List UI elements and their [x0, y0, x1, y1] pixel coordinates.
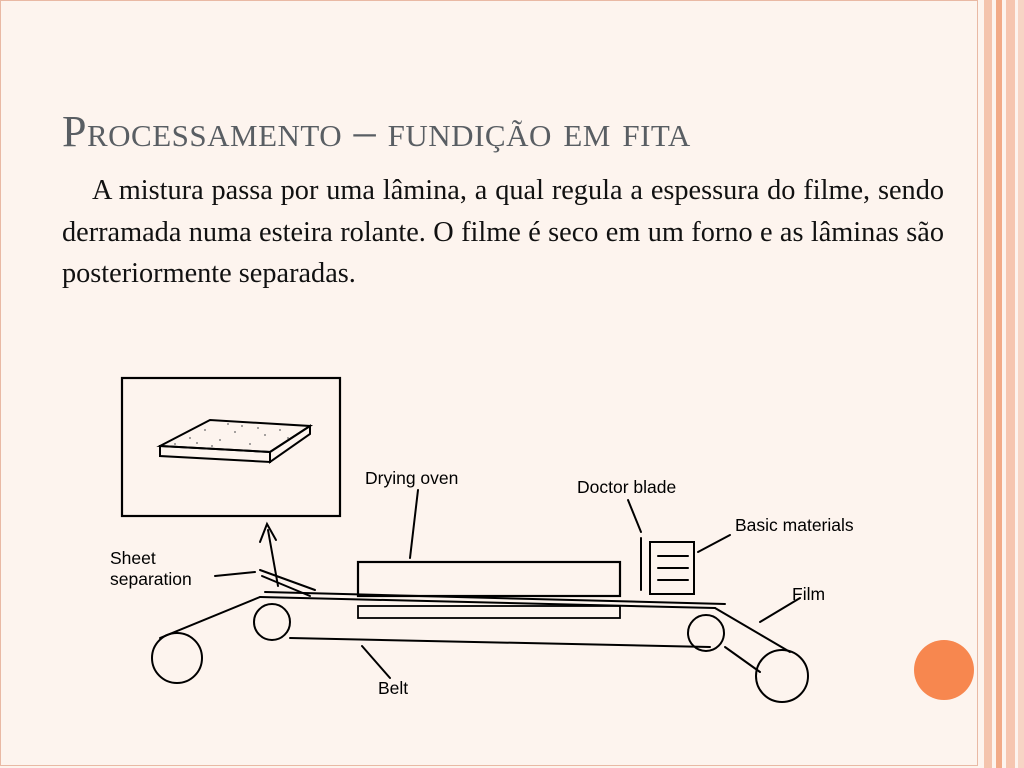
tape-casting-diagram [100, 360, 900, 710]
label-separation: separation [110, 569, 192, 589]
oven-base [358, 606, 620, 618]
label-doctor-blade: Doctor blade [577, 477, 677, 497]
belt-right-slope [715, 608, 790, 652]
leader-doctor-blade [628, 500, 641, 532]
leader-drying-oven [410, 490, 418, 558]
inset-box [122, 378, 340, 516]
leader-belt [362, 646, 390, 678]
sheet-icon [160, 420, 310, 462]
leader-basic-materials [698, 535, 730, 552]
drying-oven [358, 562, 620, 596]
belt-bottom-right [725, 647, 760, 672]
label-drying-oven: Drying oven [365, 468, 459, 488]
label-belt: Belt [378, 678, 409, 698]
slide-title: Processamento – fundição em fita [62, 107, 691, 156]
belt-left-slope [160, 597, 260, 638]
sheet-texture [174, 423, 289, 447]
roller-4 [756, 650, 808, 702]
leader-sheet-separation [215, 572, 255, 576]
decor-stripe-3 [1006, 0, 1015, 768]
label-film: Film [792, 584, 826, 604]
decor-stripe-2 [996, 0, 1002, 768]
separation-arrow [268, 530, 278, 586]
label-basic-materials: Basic materials [735, 515, 854, 535]
belt-bottom [290, 638, 710, 647]
roller-3 [688, 615, 724, 651]
slide-paragraph: A mistura passa por uma lâmina, a qual regula a espessura do filme, sendo derramada numa esteira rolante. O filme é seco em um forno e as lâminas são posteriormente separadas. [62, 175, 944, 289]
decor-stripe-1 [984, 0, 992, 768]
roller-2 [254, 604, 290, 640]
roller-1 [152, 633, 202, 683]
accent-dot [914, 640, 974, 700]
decor-stripe-4 [1018, 0, 1024, 768]
label-sheet: Sheet [110, 548, 156, 568]
